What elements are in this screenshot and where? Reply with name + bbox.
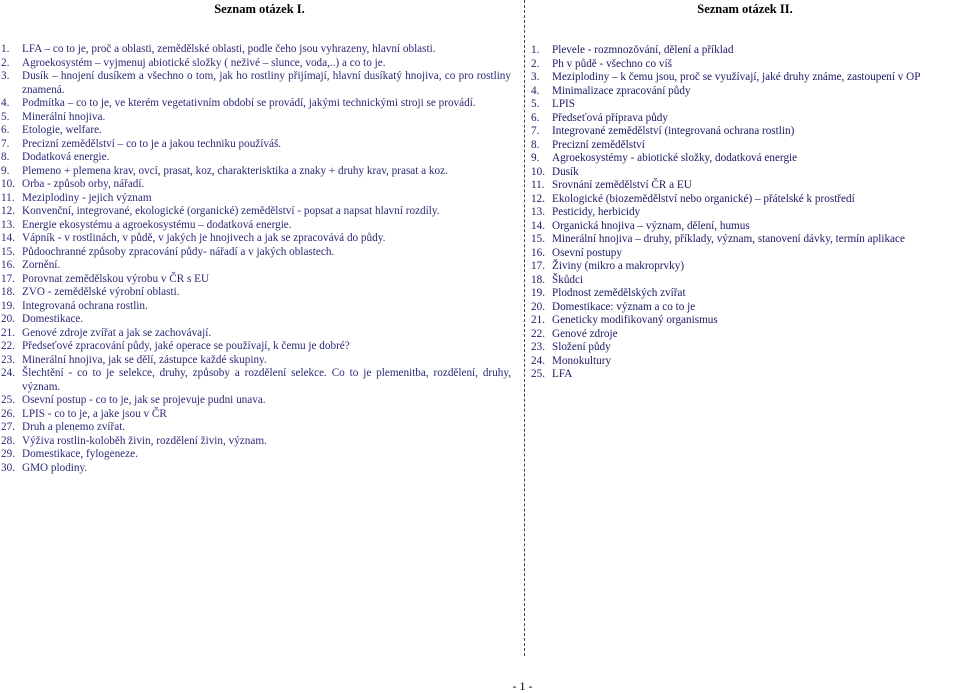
question-number: 17. (531, 260, 545, 272)
question-item (531, 71, 960, 85)
question-item (1, 340, 519, 354)
question-number: 17. (1, 272, 15, 285)
question-item (531, 314, 960, 328)
question-item (1, 408, 519, 422)
question-text: GMO plodiny. (22, 461, 88, 474)
question-number: 7. (531, 125, 540, 137)
question-item (531, 301, 960, 315)
question-item (1, 111, 519, 125)
question-text: Dusík (552, 165, 579, 178)
question-number: 23. (1, 353, 15, 366)
question-number: 10. (531, 165, 545, 178)
question-number: 25. (531, 368, 545, 380)
question-item (531, 125, 960, 139)
question-text: Podmítka – co to je, ve kterém vegetativním období se provádí, jakými technickými stroji se provádí. (22, 97, 476, 109)
question-text: Ekologické (biozemědělství nebo organické) – přátelské k prostředí (552, 192, 855, 205)
question-text: Minimalizace zpracování půdy (552, 84, 691, 97)
question-item (1, 448, 519, 462)
question-number: 3. (1, 70, 10, 82)
question-number: 3. (531, 71, 540, 83)
question-number: 5. (531, 98, 540, 110)
question-number: 23. (531, 341, 545, 353)
question-text: Složení půdy (552, 341, 611, 353)
question-text: Živiny (mikro a makroprvky) (552, 260, 685, 272)
question-number: 14. (1, 232, 15, 244)
question-text: Meziplodiny - jejich význam (22, 191, 152, 204)
question-item (1, 151, 519, 165)
question-text: Zornění. (22, 259, 61, 271)
question-text: Meziplodiny – k čemu jsou, proč se využívají, jaké druhy známe, zastoupení v OP (552, 71, 921, 83)
question-item (1, 97, 519, 111)
question-number: 15. (531, 233, 545, 245)
question-number: 4. (531, 84, 540, 97)
question-text: Domestikace: význam a co to je (552, 300, 696, 313)
question-item (531, 44, 960, 58)
question-item (531, 112, 960, 126)
question-item (1, 367, 519, 394)
question-text: Druh a plenemo zvířat. (22, 421, 126, 433)
question-text: Dusík – hnojení dusíkem a všechno o tom, jak ho rostliny přijímají, hlavní dusíkatý hnojiva, co pro rostliny znamená. (22, 70, 511, 96)
question-item (531, 341, 960, 355)
question-number: 21. (531, 314, 545, 326)
question-number: 1. (531, 44, 540, 56)
question-number: 8. (1, 151, 10, 163)
left-column-title: Seznam otázek I. (214, 2, 305, 16)
question-list-left (0, 43, 519, 475)
question-text: Osevní postup - co to je, jak se projevuje pudni unava. (22, 394, 266, 406)
question-number: 22. (531, 327, 545, 340)
question-number: 19. (1, 299, 15, 312)
question-item (1, 246, 519, 260)
question-text: Monokultury (552, 354, 612, 367)
question-number: 13. (1, 218, 15, 231)
question-item (531, 233, 960, 247)
question-text: Domestikace, fylogeneze. (22, 448, 138, 460)
question-text: Agroekosystémy - abiotické složky, dodatková energie (552, 152, 798, 164)
question-number: 20. (531, 300, 545, 313)
question-text: LFA (552, 368, 573, 380)
question-item (1, 259, 519, 273)
question-text: Geneticky modifikovaný organismus (552, 314, 718, 326)
question-text: Osevní postupy (552, 246, 622, 259)
question-item (1, 313, 519, 327)
question-item (531, 220, 960, 234)
question-item (531, 98, 960, 112)
question-number: 27. (1, 421, 15, 433)
question-text: Vápník - v rostlinách, v půdě, v jakých je hnojivech a jak se zpracovává do půdy. (22, 232, 386, 244)
question-text: LFA – co to je, proč a oblasti, zemědělské oblasti, podle čeho jsou vyhrazeny, hlavní oblasti. (22, 43, 436, 55)
right-column-title: Seznam otázek II. (697, 2, 793, 16)
question-text: Plevele - rozmnozǒvání, dělení a příklad (552, 44, 734, 56)
question-item (1, 462, 519, 476)
question-item (531, 179, 960, 193)
question-item (1, 205, 519, 219)
question-number: 18. (531, 273, 545, 286)
question-item (1, 124, 519, 138)
question-text: Integrovaná ochrana rostlin. (22, 299, 148, 312)
question-number: 11. (531, 179, 545, 191)
question-text: Srovnání zemědělství ČR a EU (552, 179, 692, 191)
question-text: LPIS - co to je, a jake jsou v ČR (22, 407, 167, 420)
question-text: Pesticidy, herbicidy (552, 206, 641, 218)
question-number: 13. (531, 206, 545, 218)
question-text: Šlechtění - co to je selekce, druhy, způsoby a rozdělení selekce. Co to je plemenitba, rozdělení, druhy, význam. (22, 367, 511, 393)
question-text: LPIS (552, 98, 576, 110)
question-text: Precizní zemědělství – co to je a jakou techniku používáš. (22, 137, 282, 150)
right-column (530, 0, 960, 382)
question-text: Integrované zemědělství (integrovaná ochrana rostlin) (552, 125, 795, 137)
question-text: Organická hnojiva – význam, dělení, humus (552, 219, 750, 232)
question-text: Energie ekosystému a agroekosystému – dodatková energie. (22, 218, 292, 231)
question-item (531, 274, 960, 288)
question-number: 6. (531, 111, 540, 124)
question-number: 18. (1, 286, 15, 298)
question-item (1, 70, 519, 97)
question-text: Precizní zemědělství (552, 138, 645, 151)
page-number: - 1 - (512, 679, 533, 693)
question-number: 19. (531, 287, 545, 299)
question-text: Porovnat zemědělskou výrobu v ČR s EU (22, 272, 210, 285)
question-number: 25. (1, 394, 15, 406)
question-text: Minerální hnojiva, jak se dělí, zástupce každé skupiny. (22, 353, 267, 366)
question-item (531, 247, 960, 261)
question-number: 2. (531, 57, 540, 70)
question-number: 12. (1, 205, 15, 217)
question-number: 2. (1, 56, 10, 69)
question-number: 22. (1, 340, 15, 352)
question-item (1, 394, 519, 408)
column-divider (524, 0, 525, 656)
question-number: 15. (1, 245, 15, 258)
question-text: Půdoochranné způsoby zpracování půdy- nářadí a v jakých oblastech. (22, 245, 335, 258)
question-number: 28. (1, 434, 15, 447)
question-item (1, 43, 519, 57)
question-text: Předseťová příprava půdy (552, 111, 668, 124)
question-item (1, 178, 519, 192)
question-item (1, 421, 519, 435)
question-number: 1. (1, 43, 10, 55)
question-item (531, 193, 960, 207)
question-item (531, 166, 960, 180)
question-number: 9. (531, 152, 540, 164)
question-text: ZVO - zemědělské výrobní oblasti. (22, 286, 180, 298)
question-item (1, 327, 519, 341)
question-item (1, 232, 519, 246)
question-item (1, 138, 519, 152)
question-number: 29. (1, 448, 15, 460)
question-text: Dodatková energie. (22, 151, 110, 163)
question-number: 8. (531, 138, 540, 151)
question-item (1, 219, 519, 233)
question-text: Genové zdroje (552, 327, 618, 340)
question-number: 26. (1, 407, 15, 420)
question-item (531, 58, 960, 72)
question-text: Agroekosystém – vyjmenuj abiotické složky ( neživé – slunce, voda,..) a co to je. (22, 56, 386, 69)
question-number: 24. (1, 367, 15, 379)
question-text: Plodnost zemědělských zvířat (552, 287, 686, 299)
question-text: Škůdci (552, 273, 584, 286)
question-number: 21. (1, 326, 15, 339)
question-item (531, 368, 960, 382)
question-item (531, 355, 960, 369)
question-number: 5. (1, 110, 10, 123)
question-number: 16. (531, 246, 545, 259)
question-number: 20. (1, 313, 15, 325)
question-item (531, 152, 960, 166)
question-text: Minerální hnojiva – druhy, příklady, význam, stanovení dávky, termín aplikace (552, 233, 905, 245)
question-number: 16. (1, 259, 15, 271)
question-text: Etologie, welfare. (22, 124, 102, 136)
question-text: Genové zdroje zvířat a jak se zachovávají. (22, 326, 212, 339)
question-text: Plemeno + plemena krav, ovcí, prasat, koz, charakterisktika a znaky + druhy krav, prasat a koz. (22, 164, 448, 177)
question-text: Domestikace. (22, 313, 84, 325)
question-item (1, 192, 519, 206)
question-item (1, 57, 519, 71)
question-item (531, 260, 960, 274)
question-number: 14. (531, 219, 545, 232)
question-item (1, 300, 519, 314)
question-number: 12. (531, 192, 545, 205)
question-item (531, 287, 960, 301)
question-number: 30. (1, 461, 15, 474)
question-item (531, 328, 960, 342)
question-text: Konvenční, integrované, ekologické (organické) zemědělství - popsat a napsat hlavní rozdíly. (22, 205, 440, 217)
question-text: Předseťové zpracování půdy, jaké operace se používají, k čemu je dobré? (22, 340, 350, 352)
question-item (1, 354, 519, 368)
question-number: 4. (1, 97, 10, 109)
question-item (1, 273, 519, 287)
question-item (1, 435, 519, 449)
question-number: 24. (531, 354, 545, 367)
question-item (531, 139, 960, 153)
question-number: 11. (1, 191, 15, 204)
question-item (531, 85, 960, 99)
question-item (1, 286, 519, 300)
question-text: Orba - způsob orby, nářadí. (22, 178, 145, 190)
question-text: Výživa rostlin-koloběh živin, rozdělení živin, význam. (22, 434, 267, 447)
question-number: 6. (1, 124, 10, 136)
left-column (0, 0, 519, 475)
question-list-right (530, 44, 960, 382)
question-text: Minerální hnojiva. (22, 110, 106, 123)
question-number: 7. (1, 137, 10, 150)
question-text: Ph v půdě - všechno co víš (552, 57, 672, 70)
question-number: 10. (1, 178, 15, 190)
question-item (1, 165, 519, 179)
question-number: 9. (1, 164, 10, 177)
question-item (531, 206, 960, 220)
